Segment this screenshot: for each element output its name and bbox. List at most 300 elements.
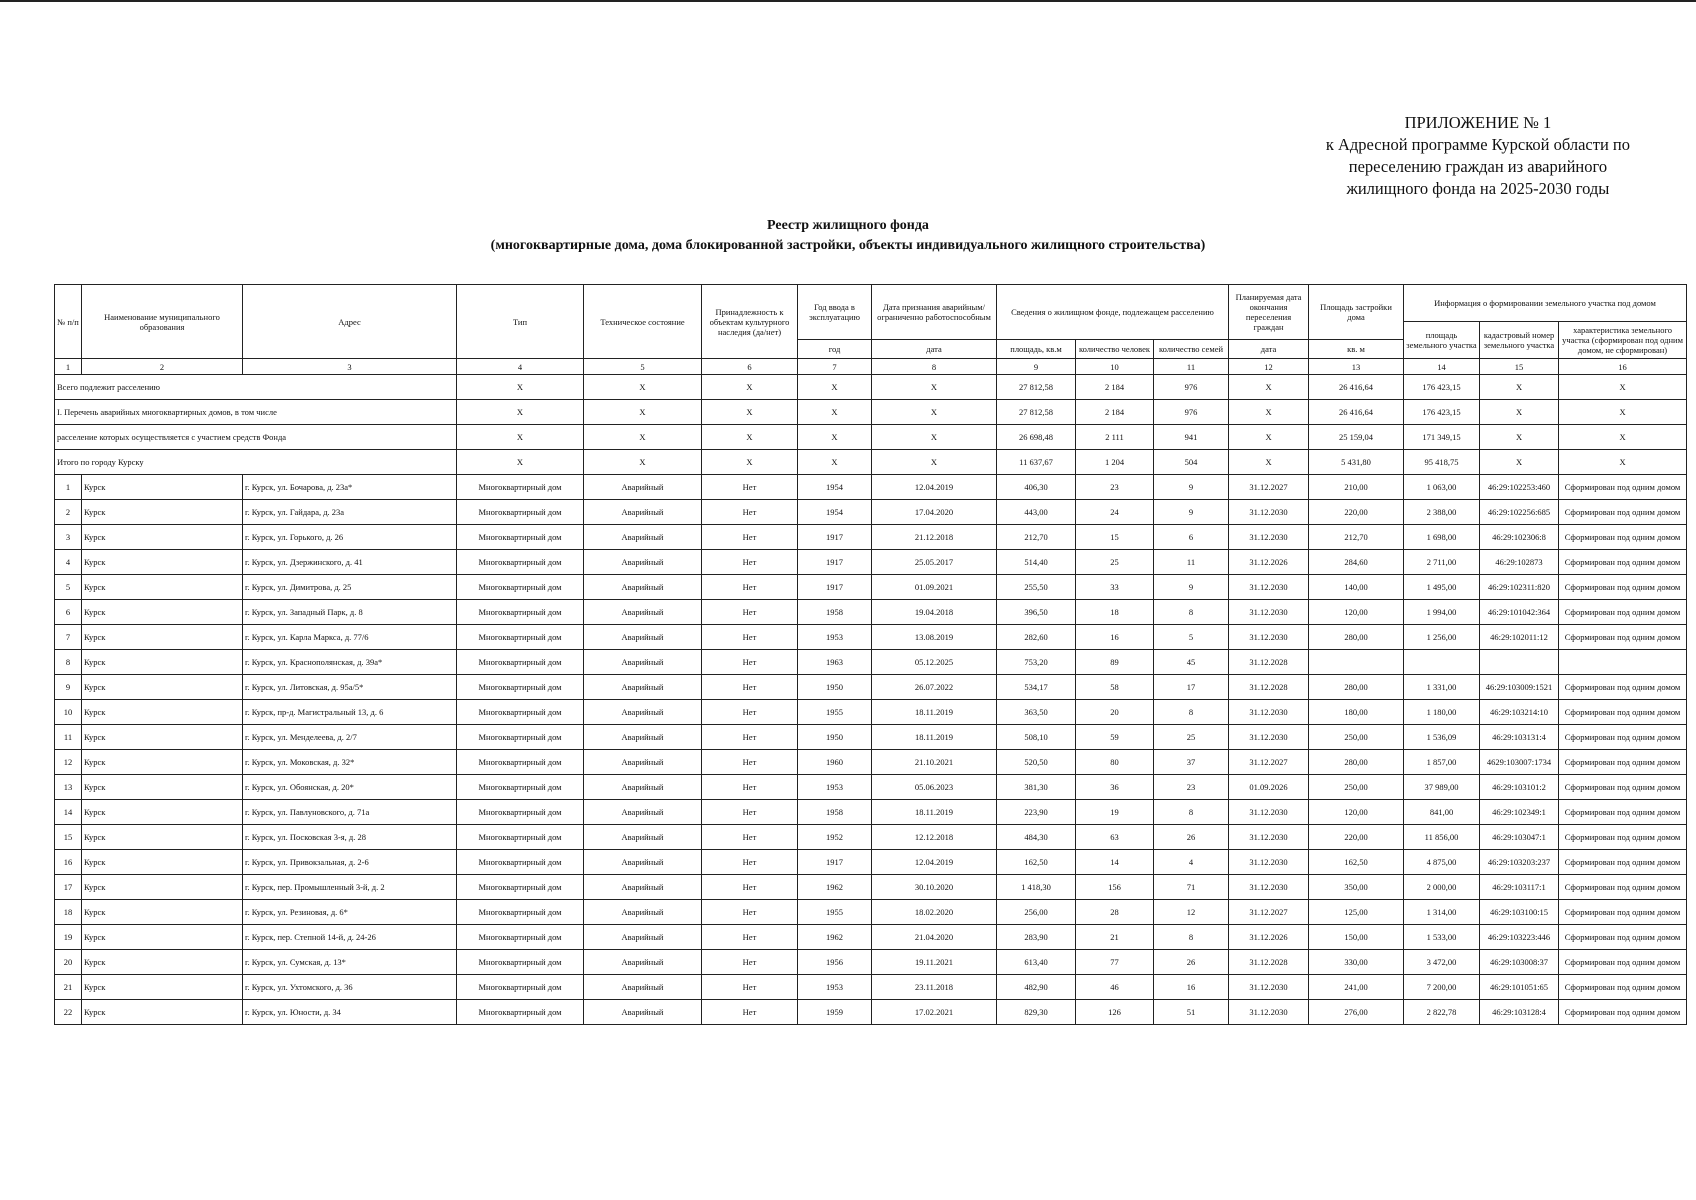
col-number: 8 [872,359,997,375]
summary-row [55,375,1687,400]
row-area: 223,90 [997,800,1076,825]
row-address: г. Курск, ул. Сумская, д. 13* [243,950,457,975]
row-area: 443,00 [997,500,1076,525]
row-address: г. Курск, пер. Промышленный 3-й, д. 2 [243,875,457,900]
row-cadastral: 46:29:102253:460 [1480,475,1559,500]
row-heritage: Нет [702,575,798,600]
row-type: Многоквартирный дом [457,725,584,750]
row-emergency-date: 26.07.2022 [872,675,997,700]
row-cadastral: 46:29:102256:685 [1480,500,1559,525]
row-address: г. Курск, ул. Краснополянская, д. 39а* [243,650,457,675]
row-cadastral: 46:29:101042:364 [1480,600,1559,625]
row-condition: Аварийный [584,600,702,625]
summary-cell: X [584,400,702,425]
summary-people: 2 184 [1076,375,1154,400]
row-emergency-date: 19.11.2021 [872,950,997,975]
row-emergency-date: 13.08.2019 [872,625,997,650]
summary-land-area: 171 349,15 [1404,425,1480,450]
row-heritage: Нет [702,800,798,825]
row-people: 33 [1076,575,1154,600]
table-row [55,650,1687,675]
row-condition: Аварийный [584,900,702,925]
row-cadastral: 4629:103007:1734 [1480,750,1559,775]
row-year: 1958 [798,800,872,825]
row-cadastral: 46:29:103214:10 [1480,700,1559,725]
summary-families: 504 [1154,450,1229,475]
table-row [55,500,1687,525]
row-build-area: 150,00 [1309,925,1404,950]
summary-label: Итого по городу Курску [55,450,457,475]
table-row [55,1000,1687,1025]
row-condition: Аварийный [584,1000,702,1025]
row-type: Многоквартирный дом [457,825,584,850]
unit-year: год [798,340,872,359]
header-num: № п/п [55,285,82,359]
row-families: 45 [1154,650,1229,675]
row-number: 8 [55,650,82,675]
row-municipality: Курск [82,500,243,525]
row-area: 396,50 [997,600,1076,625]
row-emergency-date: 18.02.2020 [872,900,997,925]
summary-row [55,400,1687,425]
row-municipality: Курск [82,475,243,500]
header-cadastral: кадастровый номер земельного участка [1480,322,1559,359]
row-area: 829,30 [997,1000,1076,1025]
table-row [55,800,1687,825]
row-cadastral: 46:29:103131:4 [1480,725,1559,750]
row-people: 25 [1076,550,1154,575]
summary-build-area: 25 159,04 [1309,425,1404,450]
row-land-characteristic: Сформирован под одним домом [1559,775,1687,800]
summary-land-area: 176 423,15 [1404,400,1480,425]
row-land-area: 2 822,78 [1404,1000,1480,1025]
row-condition: Аварийный [584,725,702,750]
row-year: 1917 [798,575,872,600]
row-cadastral: 46:29:102311:820 [1480,575,1559,600]
table-row [55,625,1687,650]
row-type: Многоквартирный дом [457,800,584,825]
row-area: 363,50 [997,700,1076,725]
row-type: Многоквартирный дом [457,875,584,900]
row-municipality: Курск [82,675,243,700]
col-number: 10 [1076,359,1154,375]
row-cadastral: 46:29:102011:12 [1480,625,1559,650]
summary-cell: X [457,425,584,450]
row-type: Многоквартирный дом [457,650,584,675]
row-heritage: Нет [702,500,798,525]
unit-build: кв. м [1309,340,1404,359]
summary-people: 2 184 [1076,400,1154,425]
row-heritage: Нет [702,550,798,575]
row-type: Многоквартирный дом [457,775,584,800]
row-area: 381,30 [997,775,1076,800]
row-planned-date: 31.12.2030 [1229,875,1309,900]
row-condition: Аварийный [584,575,702,600]
row-address: г. Курск, ул. Бочарова, д. 23а* [243,475,457,500]
row-families: 51 [1154,1000,1229,1025]
header-heritage: Принадлежность к объектам культурного наследия (да/нет) [702,285,798,359]
row-emergency-date: 18.11.2019 [872,700,997,725]
summary-cell: X [1229,375,1309,400]
summary-area: 11 637,67 [997,450,1076,475]
row-land-area: 1 314,00 [1404,900,1480,925]
appendix-line-3: переселению граждан из аварийного [1348,157,1608,176]
table-row [55,750,1687,775]
header-address: Адрес [243,285,457,359]
row-land-area: 1 857,00 [1404,750,1480,775]
row-planned-date: 31.12.2030 [1229,525,1309,550]
row-land-characteristic: Сформирован под одним домом [1559,800,1687,825]
row-people: 18 [1076,600,1154,625]
row-municipality: Курск [82,700,243,725]
row-families: 16 [1154,975,1229,1000]
row-year: 1953 [798,975,872,1000]
row-planned-date: 31.12.2027 [1229,475,1309,500]
row-families: 25 [1154,725,1229,750]
row-planned-date: 31.12.2026 [1229,925,1309,950]
row-type: Многоквартирный дом [457,975,584,1000]
row-heritage: Нет [702,725,798,750]
row-type: Многоквартирный дом [457,550,584,575]
row-area: 1 418,30 [997,875,1076,900]
summary-area: 27 812,58 [997,375,1076,400]
unit-families: количество семей [1154,340,1229,359]
summary-cell: X [872,450,997,475]
row-planned-date: 31.12.2030 [1229,800,1309,825]
row-area: 406,30 [997,475,1076,500]
row-address: г. Курск, ул. Гайдара, д. 23а [243,500,457,525]
row-families: 17 [1154,675,1229,700]
col-number: 9 [997,359,1076,375]
row-emergency-date: 23.11.2018 [872,975,997,1000]
row-families: 8 [1154,800,1229,825]
row-land-area [1404,650,1480,675]
header-land-characteristic: характеристика земельного участка (сформирован под одним домом, не сформирован) [1559,322,1687,359]
row-number: 3 [55,525,82,550]
summary-cell: X [1229,400,1309,425]
unit-date: дата [872,340,997,359]
row-land-characteristic: Сформирован под одним домом [1559,950,1687,975]
row-municipality: Курск [82,900,243,925]
row-people: 19 [1076,800,1154,825]
row-families: 9 [1154,575,1229,600]
row-land-area: 11 856,00 [1404,825,1480,850]
header-municipality: Наименование муниципального образования [82,285,243,359]
row-planned-date: 31.12.2030 [1229,500,1309,525]
row-families: 11 [1154,550,1229,575]
row-type: Многоквартирный дом [457,575,584,600]
row-type: Многоквартирный дом [457,675,584,700]
row-land-area: 2 000,00 [1404,875,1480,900]
unit-people: количество человек [1076,340,1154,359]
row-planned-date: 31.12.2027 [1229,900,1309,925]
scan-top-edge [0,0,1696,2]
row-number: 21 [55,975,82,1000]
row-type: Многоквартирный дом [457,950,584,975]
row-area: 255,50 [997,575,1076,600]
row-build-area: 276,00 [1309,1000,1404,1025]
table-row [55,850,1687,875]
summary-cell: X [1480,375,1559,400]
row-families: 6 [1154,525,1229,550]
row-address: г. Курск, ул. Обоянская, д. 20* [243,775,457,800]
row-emergency-date: 18.11.2019 [872,800,997,825]
row-area: 514,40 [997,550,1076,575]
row-planned-date: 31.12.2026 [1229,550,1309,575]
summary-cell: X [1559,400,1687,425]
summary-label: I. Перечень аварийных многоквартирных домов, в том числе [55,400,457,425]
row-municipality: Курск [82,600,243,625]
col-number: 14 [1404,359,1480,375]
row-year: 1962 [798,925,872,950]
row-heritage: Нет [702,950,798,975]
row-land-area: 1 180,00 [1404,700,1480,725]
row-type: Многоквартирный дом [457,475,584,500]
row-number: 19 [55,925,82,950]
row-planned-date: 31.12.2027 [1229,750,1309,775]
row-number: 22 [55,1000,82,1025]
row-heritage: Нет [702,675,798,700]
summary-cell: X [457,450,584,475]
row-condition: Аварийный [584,925,702,950]
unit-area: площадь, кв.м [997,340,1076,359]
row-emergency-date: 05.06.2023 [872,775,997,800]
summary-families: 941 [1154,425,1229,450]
row-land-area: 1 698,00 [1404,525,1480,550]
row-land-characteristic: Сформирован под одним домом [1559,825,1687,850]
row-year: 1953 [798,625,872,650]
row-area: 282,60 [997,625,1076,650]
row-number: 5 [55,575,82,600]
row-cadastral: 46:29:102349:1 [1480,800,1559,825]
row-year: 1917 [798,550,872,575]
row-land-area: 1 256,00 [1404,625,1480,650]
col-number: 7 [798,359,872,375]
row-condition: Аварийный [584,775,702,800]
header-emergency-date: Дата признания аварийным/ограниченно работоспособным [872,285,997,340]
summary-area: 27 812,58 [997,400,1076,425]
col-number: 13 [1309,359,1404,375]
unit-planned: дата [1229,340,1309,359]
row-land-area: 1 533,00 [1404,925,1480,950]
row-planned-date: 31.12.2030 [1229,700,1309,725]
registry-title: Реестр жилищного фонда [767,218,929,233]
row-emergency-date: 12.04.2019 [872,475,997,500]
row-year: 1962 [798,875,872,900]
row-number: 7 [55,625,82,650]
row-land-characteristic: Сформирован под одним домом [1559,850,1687,875]
row-emergency-date: 25.05.2017 [872,550,997,575]
row-emergency-date: 12.12.2018 [872,825,997,850]
row-families: 23 [1154,775,1229,800]
row-address: г. Курск, ул. Резиновая, д. 6* [243,900,457,925]
table-row [55,875,1687,900]
row-year: 1955 [798,900,872,925]
row-cadastral: 46:29:103223:446 [1480,925,1559,950]
row-type: Многоквартирный дом [457,600,584,625]
summary-cell: X [1480,450,1559,475]
row-people: 89 [1076,650,1154,675]
row-planned-date: 31.12.2030 [1229,575,1309,600]
row-municipality: Курск [82,975,243,1000]
row-number: 2 [55,500,82,525]
summary-land-area: 95 418,75 [1404,450,1480,475]
row-number: 13 [55,775,82,800]
summary-row [55,450,1687,475]
row-type: Многоквартирный дом [457,700,584,725]
row-heritage: Нет [702,525,798,550]
appendix-line-1: ПРИЛОЖЕНИЕ № 1 [1404,113,1552,132]
row-emergency-date: 30.10.2020 [872,875,997,900]
row-families: 26 [1154,825,1229,850]
row-people: 59 [1076,725,1154,750]
row-build-area: 284,60 [1309,550,1404,575]
row-heritage: Нет [702,825,798,850]
row-address: г. Курск, ул. Дзержинского, д. 41 [243,550,457,575]
row-planned-date: 31.12.2028 [1229,675,1309,700]
row-build-area: 125,00 [1309,900,1404,925]
row-condition: Аварийный [584,875,702,900]
row-build-area: 250,00 [1309,725,1404,750]
row-year: 1917 [798,525,872,550]
table-row [55,575,1687,600]
row-address: г. Курск, ул. Моковская, д. 32* [243,750,457,775]
header-year: Год ввода в эксплуатацию [798,285,872,340]
row-number: 18 [55,900,82,925]
row-cadastral: 46:29:103047:1 [1480,825,1559,850]
row-heritage: Нет [702,1000,798,1025]
row-people: 15 [1076,525,1154,550]
row-year: 1953 [798,775,872,800]
row-land-characteristic: Сформирован под одним домом [1559,625,1687,650]
row-emergency-date: 21.10.2021 [872,750,997,775]
row-year: 1955 [798,700,872,725]
row-land-area: 841,00 [1404,800,1480,825]
row-heritage: Нет [702,775,798,800]
row-land-characteristic: Сформирован под одним домом [1559,600,1687,625]
row-type: Многоквартирный дом [457,500,584,525]
row-year: 1952 [798,825,872,850]
row-heritage: Нет [702,650,798,675]
col-number: 1 [55,359,82,375]
summary-cell: X [1559,425,1687,450]
row-type: Многоквартирный дом [457,925,584,950]
row-heritage: Нет [702,925,798,950]
row-condition: Аварийный [584,675,702,700]
summary-cell: X [872,425,997,450]
row-municipality: Курск [82,850,243,875]
row-heritage: Нет [702,700,798,725]
summary-build-area: 26 416,64 [1309,400,1404,425]
row-heritage: Нет [702,875,798,900]
row-condition: Аварийный [584,625,702,650]
header-land-info: Информация о формировании земельного участка под домом [1404,285,1687,322]
row-people: 156 [1076,875,1154,900]
row-emergency-date: 19.04.2018 [872,600,997,625]
row-families: 8 [1154,700,1229,725]
row-build-area: 140,00 [1309,575,1404,600]
header-planned-date: Планируемая дата окончания переселения граждан [1229,285,1309,340]
row-build-area: 330,00 [1309,950,1404,975]
row-heritage: Нет [702,975,798,1000]
row-condition: Аварийный [584,700,702,725]
col-number: 16 [1559,359,1687,375]
row-build-area: 280,00 [1309,675,1404,700]
row-condition: Аварийный [584,750,702,775]
row-municipality: Курск [82,525,243,550]
row-cadastral: 46:29:103117:1 [1480,875,1559,900]
row-number: 17 [55,875,82,900]
row-land-area: 2 711,00 [1404,550,1480,575]
summary-cell: X [584,425,702,450]
row-number: 6 [55,600,82,625]
row-emergency-date: 17.02.2021 [872,1000,997,1025]
summary-cell: X [457,400,584,425]
row-year: 1956 [798,950,872,975]
summary-row [55,425,1687,450]
row-number: 12 [55,750,82,775]
row-number: 15 [55,825,82,850]
summary-land-area: 176 423,15 [1404,375,1480,400]
row-land-characteristic: Сформирован под одним домом [1559,900,1687,925]
row-build-area: 250,00 [1309,775,1404,800]
table-row [55,700,1687,725]
row-people: 16 [1076,625,1154,650]
col-number: 6 [702,359,798,375]
row-area: 212,70 [997,525,1076,550]
row-build-area: 220,00 [1309,825,1404,850]
col-number: 12 [1229,359,1309,375]
row-land-characteristic: Сформирован под одним домом [1559,500,1687,525]
row-area: 520,50 [997,750,1076,775]
col-number: 15 [1480,359,1559,375]
table-row [55,975,1687,1000]
summary-area: 26 698,48 [997,425,1076,450]
row-number: 9 [55,675,82,700]
row-land-characteristic: Сформирован под одним домом [1559,525,1687,550]
row-type: Многоквартирный дом [457,900,584,925]
row-condition: Аварийный [584,825,702,850]
row-municipality: Курск [82,750,243,775]
row-address: г. Курск, ул. Димитрова, д. 25 [243,575,457,600]
appendix-line-2: к Адресной программе Курской области по [1325,135,1630,154]
row-land-characteristic: Сформирован под одним домом [1559,975,1687,1000]
row-cadastral: 46:29:102873 [1480,550,1559,575]
row-address: г. Курск, пер. Степной 14-й, д. 24-26 [243,925,457,950]
row-year: 1954 [798,475,872,500]
row-build-area: 210,00 [1309,475,1404,500]
row-year: 1958 [798,600,872,625]
table-row [55,900,1687,925]
summary-build-area: 26 416,64 [1309,375,1404,400]
summary-cell: X [1559,375,1687,400]
row-type: Многоквартирный дом [457,850,584,875]
row-cadastral: 46:29:103009:1521 [1480,675,1559,700]
summary-cell: X [1480,400,1559,425]
row-heritage: Нет [702,900,798,925]
row-type: Многоквартирный дом [457,525,584,550]
row-year: 1959 [798,1000,872,1025]
row-land-area: 1 063,00 [1404,475,1480,500]
col-number: 5 [584,359,702,375]
row-number: 1 [55,475,82,500]
summary-people: 2 111 [1076,425,1154,450]
row-address: г. Курск, пр-д. Магистральный 13, д. 6 [243,700,457,725]
row-municipality: Курск [82,725,243,750]
col-number: 3 [243,359,457,375]
row-people: 126 [1076,1000,1154,1025]
summary-cell: X [872,400,997,425]
